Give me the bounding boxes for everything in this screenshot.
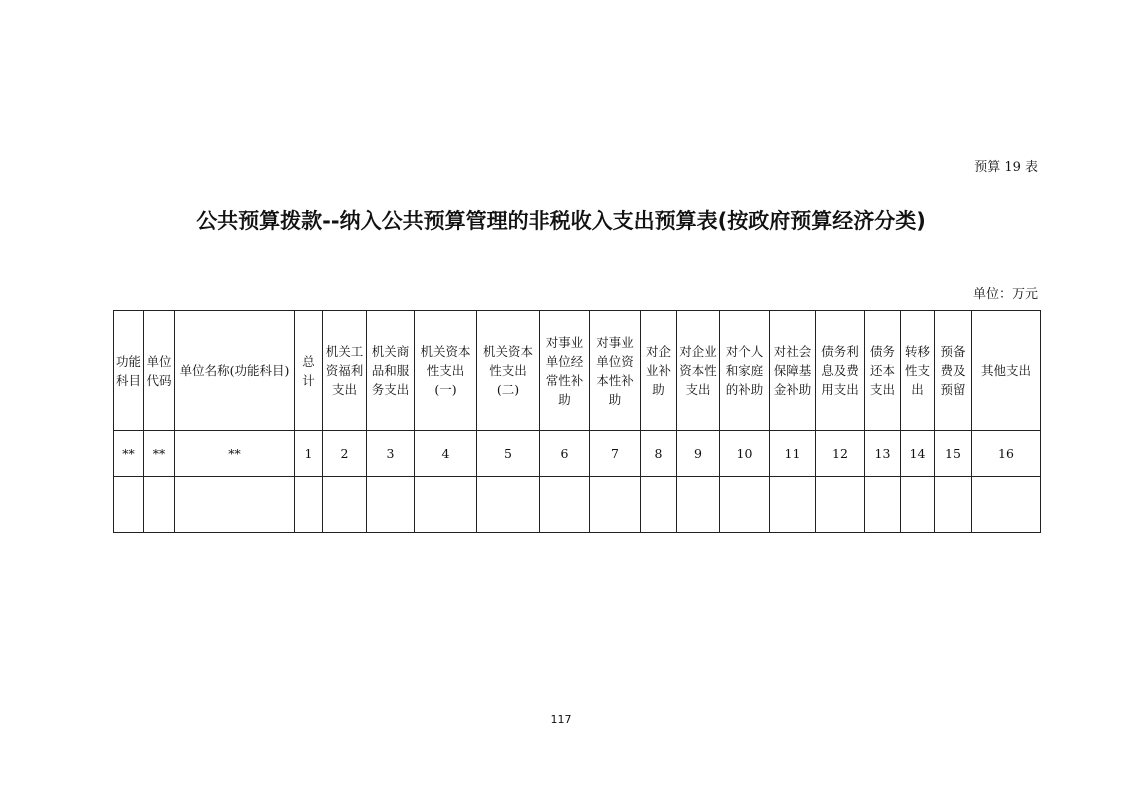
data-cell [175,477,295,533]
header-cell: 机关资本 性支出 (二) [477,311,540,431]
header-cell: 对企业 资本性 支出 [677,311,720,431]
header-cell: 对社会 保障基 金补助 [770,311,816,431]
data-cell [415,477,477,533]
index-cell: 13 [865,431,901,477]
table-number: 预算 19 表 [974,160,1038,175]
data-cell [295,477,323,533]
index-row [114,431,1041,477]
header-cell: 总 计 [295,311,323,431]
index-cell: 10 [720,431,770,477]
data-cell [114,477,144,533]
index-cell: 6 [540,431,590,477]
index-cell: 7 [590,431,641,477]
data-cell [720,477,770,533]
index-cell: ** [114,431,144,477]
header-cell: 对个人 和家庭 的补助 [720,311,770,431]
header-cell: 预备 费及 预留 [935,311,972,431]
data-cell [972,477,1041,533]
index-cell: 14 [901,431,935,477]
unit-label: 单位：万元 [972,287,1038,302]
page-title: 公共预算拨款--纳入公共预算管理的非税收入支出预算表(按政府预算经济分类) [196,209,926,233]
data-cell [901,477,935,533]
header-cell: 转移 性支 出 [901,311,935,431]
index-cell: 3 [367,431,415,477]
header-cell: 单位 代码 [144,311,175,431]
index-cell: 2 [323,431,367,477]
data-cell [590,477,641,533]
index-cell: 15 [935,431,972,477]
data-cell [367,477,415,533]
index-cell: 5 [477,431,540,477]
data-cell [477,477,540,533]
index-cell: ** [144,431,175,477]
data-cell [323,477,367,533]
header-cell: 债务 还本 支出 [865,311,901,431]
empty-data-row [114,477,1041,533]
header-cell: 机关商 品和服 务支出 [367,311,415,431]
index-cell: 16 [972,431,1041,477]
header-cell: 功能 科目 [114,311,144,431]
header-row [114,311,1041,431]
budget-table [113,310,1041,533]
index-cell: 11 [770,431,816,477]
header-cell: 对事业 单位经 常性补 助 [540,311,590,431]
index-cell: 1 [295,431,323,477]
header-cell: 债务利 息及费 用支出 [816,311,865,431]
data-cell [540,477,590,533]
header-cell: 机关资本 性支出 (一) [415,311,477,431]
data-cell [770,477,816,533]
header-cell: 单位名称(功能科目) [175,311,295,431]
data-cell [865,477,901,533]
header-cell: 其他支出 [972,311,1041,431]
index-cell: 8 [641,431,677,477]
index-cell: 4 [415,431,477,477]
index-cell: ** [175,431,295,477]
data-cell [816,477,865,533]
page-number: 117 [550,713,572,726]
data-cell [935,477,972,533]
header-cell: 机关工 资福利 支出 [323,311,367,431]
index-cell: 9 [677,431,720,477]
header-cell: 对企 业补 助 [641,311,677,431]
header-cell: 对事业 单位资 本性补 助 [590,311,641,431]
data-cell [677,477,720,533]
data-cell [144,477,175,533]
data-cell [641,477,677,533]
index-cell: 12 [816,431,865,477]
